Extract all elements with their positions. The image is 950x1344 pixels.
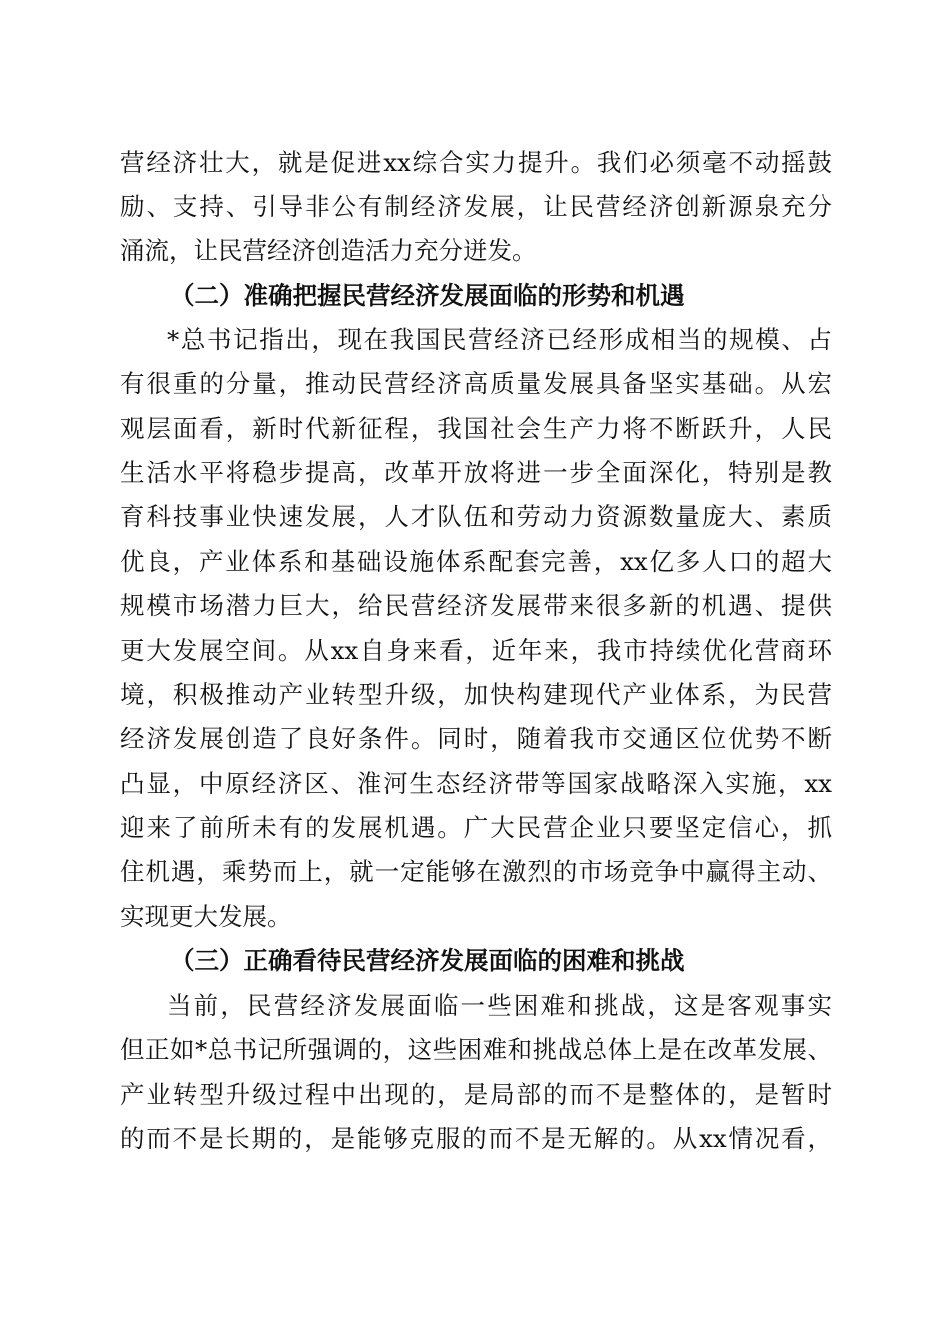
text-line: 产业转型升级过程中出现的，是局部的而不是整体的，是暂时 [120, 1080, 832, 1109]
text-line: 迎来了前所未有的发展机遇。广大民营企业只要坚定信心，抓 [120, 813, 832, 842]
text-line: 观层面看，新时代新征程，我国社会生产力将不断跃升，人民 [120, 414, 832, 443]
text-line: 更大发展空间。从xx自身来看，近年来，我市持续优化营商环 [120, 636, 832, 665]
text-line: *总书记指出，现在我国民营经济已经形成相当的规模、占 [167, 325, 832, 354]
text-line: 住机遇，乘势而上，就一定能够在激烈的市场竞争中赢得主动、 [120, 857, 832, 886]
text-line: 励、支持、引导非公有制经济发展，让民营经济创新源泉充分 [120, 192, 832, 221]
text-line: 涌流，让民营经济创造活力充分迸发。 [120, 236, 537, 265]
text-line: 境，积极推动产业转型升级，加快构建现代产业体系，为民营 [120, 680, 832, 709]
text-line: 的而不是长期的，是能够克服的而不是无解的。从xx情况看， [120, 1124, 832, 1153]
text-line: 规模市场潜力巨大，给民营经济发展带来很多新的机遇、提供 [120, 591, 832, 620]
text-line: 有很重的分量，推动民营经济高质量发展具备坚实基础。从宏 [120, 369, 832, 398]
text-line: 优良，产业体系和基础设施体系配套完善，xx亿多人口的超大 [120, 547, 832, 576]
section-heading-2: （二）准确把握民营经济发展面临的形势和机遇 [170, 281, 685, 310]
text-line: 生活水平将稳步提高，改革开放将进一步全面深化，特别是教 [120, 458, 832, 487]
text-line: 但正如*总书记所强调的，这些困难和挑战总体上是在改革发展、 [120, 1035, 832, 1064]
text-line: 经济发展创造了良好条件。同时，随着我市交通区位优势不断 [120, 724, 832, 753]
section-heading-3: （三）正确看待民营经济发展面临的困难和挑战 [170, 946, 685, 975]
text-line: 育科技事业快速发展，人才队伍和劳动力资源数量庞大、素质 [120, 502, 832, 531]
text-line: 实现更大发展。 [120, 902, 292, 931]
text-line: 营经济壮大，就是促进xx综合实力提升。我们必须毫不动摇鼓 [120, 148, 832, 177]
text-line: 凸显，中原经济区、淮河生态经济带等国家战略深入实施，xx [120, 769, 832, 798]
text-line: 当前，民营经济发展面临一些困难和挑战，这是客观事实 [167, 991, 832, 1020]
